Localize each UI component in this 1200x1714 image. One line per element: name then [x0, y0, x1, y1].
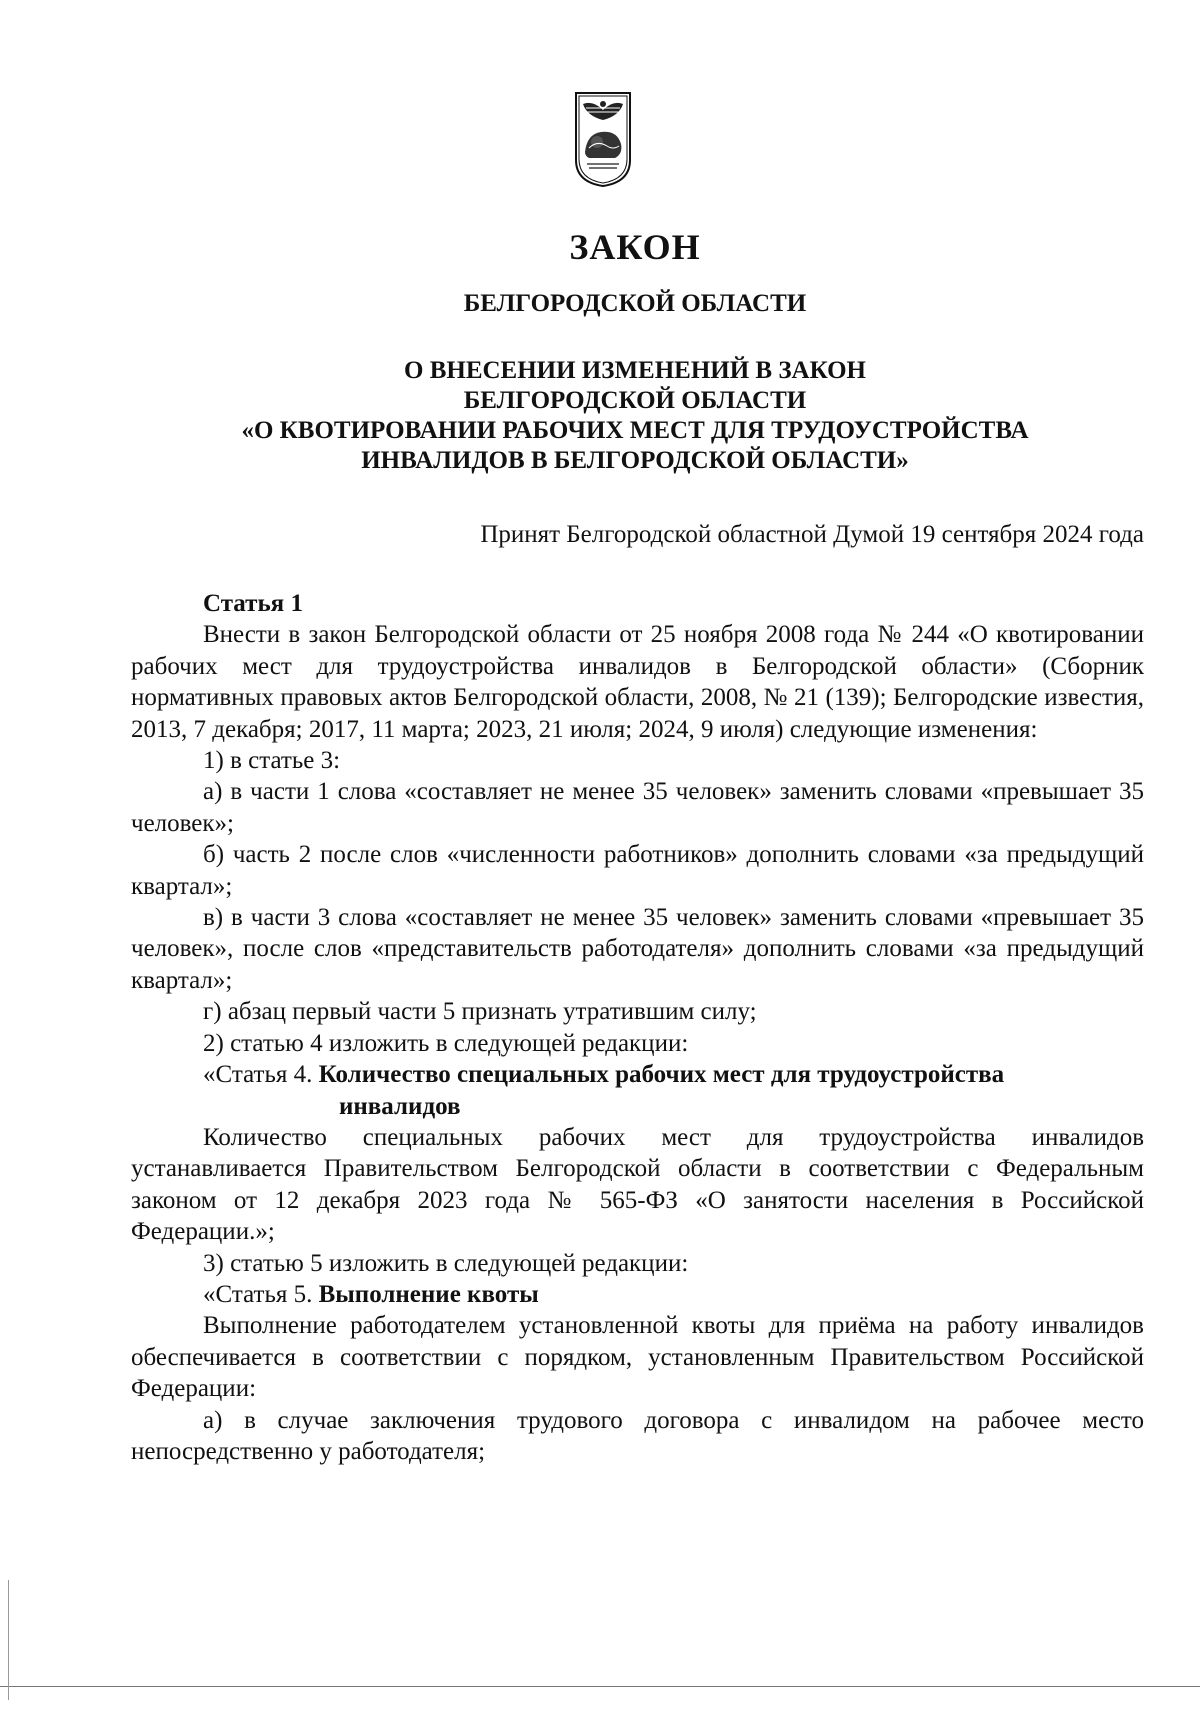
article4-name-continued: инвалидов [339, 1092, 461, 1120]
document-subtitle: БЕЛГОРОДСКОЙ ОБЛАСТИ [463, 290, 807, 317]
paragraph: г) абзац первый части 5 признать утратившим силу; [203, 998, 757, 1026]
heading-line: ИНВАЛИДОВ В БЕЛГОРОДСКОЙ ОБЛАСТИ» [361, 447, 909, 474]
paragraph: в) в части 3 слова «составляет не менее 35 человек» заменить словами «превышает 35 человек», после слов «представительств работодателя» дополнить словами «за предыдущий квартал»; [131, 904, 1144, 994]
scan-edge-bottom [0, 1686, 1200, 1687]
heading-line: О ВНЕСЕНИИ ИЗМЕНЕНИЙ В ЗАКОН [404, 357, 866, 384]
document-title: ЗАКОН [569, 227, 701, 267]
article-title: Статья 1 [203, 590, 303, 617]
article5-name: Выполнение квоты [318, 1280, 539, 1308]
paragraph: Выполнение работодателем установленной квоты для приёма на работу инвалидов обеспечивается в соответствии с порядком, установленным Правительством Российской Федерации: [131, 1312, 1144, 1403]
paragraph: а) в случае заключения трудового договора с инвалидом на рабочее место непосредственно у работодателя; [131, 1406, 1144, 1465]
paragraph: а) в части 1 слова «составляет не менее 35 человек» заменить словами «превышает 35 человек»; [131, 778, 1144, 837]
paragraph: 2) статью 4 изложить в следующей редакции: [203, 1029, 689, 1057]
article4-name: Количество специальных рабочих мест для трудоустройства [318, 1061, 1005, 1089]
paragraph: 3) статью 5 изложить в следующей редакции: [203, 1249, 689, 1277]
heading-line: «О КВОТИРОВАНИИ РАБОЧИХ МЕСТ ДЛЯ ТРУДОУСТРОЙСТВА [241, 417, 1029, 444]
paragraph: Количество специальных рабочих мест для трудоустройства инвалидов устанавливается Правительством Белгородской области в соответствии с Федеральным законом от 12 декабря 2023 года № 565-ФЗ «О занятости населения в Российской Федерации.»; [131, 1123, 1144, 1246]
article5-heading [131, 1279, 1144, 1310]
law-heading [0, 356, 1200, 476]
paragraph: б) часть 2 после слов «численности работников» дополнить словами «за предыдущий квартал»; [131, 841, 1144, 900]
paragraph: 1) в статье 3: [203, 747, 341, 775]
document-body [131, 588, 1144, 1467]
scan-edge-left [8, 1580, 9, 1700]
article4-heading [131, 1059, 1144, 1122]
article4-prefix: «Статья 4. [203, 1061, 319, 1089]
adoption-note: Принят Белгородской областной Думой 19 сентября 2024 года [480, 521, 1144, 548]
heading-line: БЕЛГОРОДСКОЙ ОБЛАСТИ [463, 387, 807, 414]
paragraph: Внести в закон Белгородской области от 25 ноября 2008 года № 244 «О квотировании рабочих мест для трудоустройства инвалидов в Белгородской области» (Сборник нормативных правовых актов Белгородской области, 2008, № 21 (139); Белгородские известия, 2013, 7 декабря; 2017, 11 марта; 2023, 21 июля; 2024, 9 июля) следующие изменения: [131, 621, 1144, 743]
article5-prefix: «Статья 5. [203, 1280, 319, 1308]
coat-of-arms-emblem [573, 90, 633, 188]
